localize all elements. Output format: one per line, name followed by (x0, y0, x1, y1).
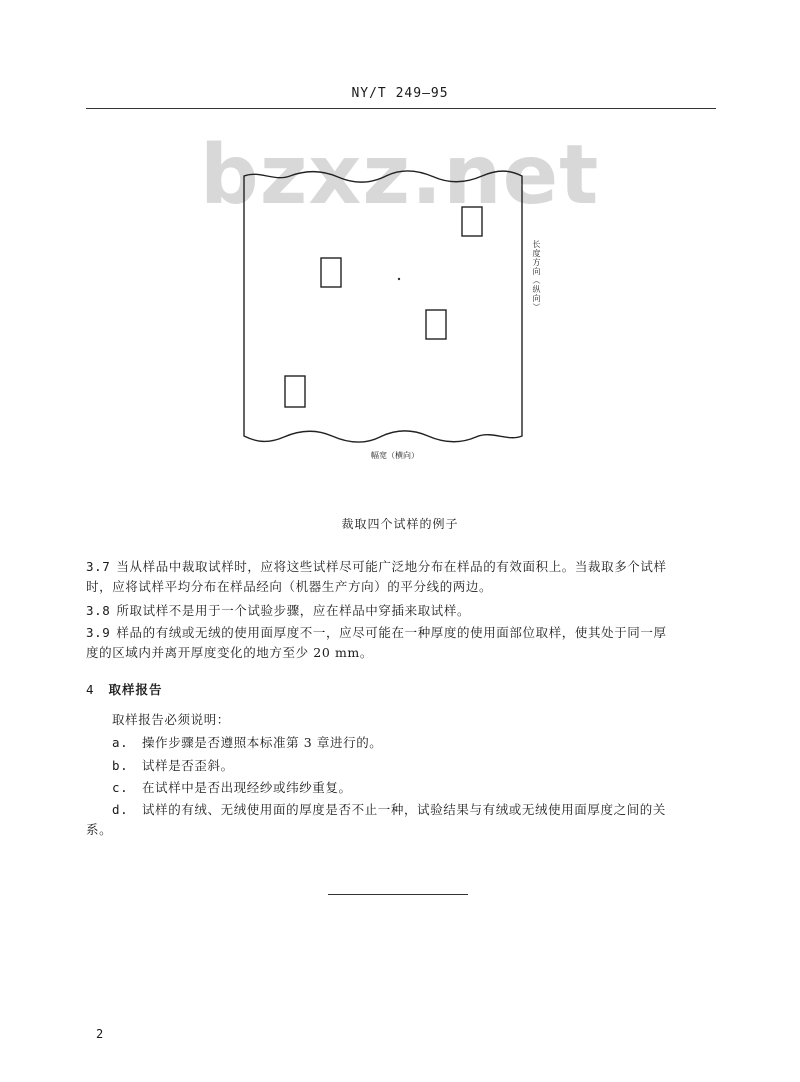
clause-number: 3.7 (86, 559, 111, 574)
end-rule (328, 894, 468, 895)
watermark: bzxz.net (200, 128, 600, 223)
report-item-d-continuation: 系。 (86, 822, 113, 837)
header-rule (86, 108, 716, 109)
clause-text: 样品的有绒或无绒的使用面厚度不一，应尽可能在一种厚度的使用面部位取样，使其处于同一厚 (116, 625, 667, 640)
figure-caption: 裁取四个试样的例子 (341, 517, 459, 531)
item-letter: d. (112, 802, 129, 817)
clause-text: 当从样品中裁取试样时，应将这些试样尽可能广泛地分布在样品的有效面积上。当裁取多个试样 (116, 559, 667, 574)
section-number: 4 (86, 682, 95, 697)
section-title: 取样报告 (108, 682, 163, 697)
clause-3-7-line1 (86, 557, 716, 577)
clause-3-9-line1 (86, 623, 716, 643)
clause-3-9-line2: 度的区域内并离开厚度变化的地方至少 20 mm。 (86, 645, 373, 660)
standard-code-header: NY/T 249—95 (351, 86, 449, 101)
report-item-d (112, 800, 716, 820)
section-4-heading (86, 680, 163, 698)
item-text: 试样是否歪斜。 (142, 758, 234, 773)
specimen-4 (285, 376, 305, 407)
item-letter: a. (112, 735, 129, 750)
report-item-c (112, 778, 716, 798)
report-item-a (112, 733, 716, 753)
clause-3-7-line2: 时，应将试样平均分布在样品经向（机器生产方向）的平分线的两边。 (86, 579, 493, 594)
center-dot (398, 278, 400, 280)
report-item-b (112, 756, 716, 776)
width-direction-label: 幅宽（横向） (371, 451, 419, 460)
item-text: 操作步骤是否遵照本标准第 3 章进行的。 (142, 735, 383, 750)
item-text: 试样的有绒、无绒使用面的厚度是否不止一种，试验结果与有绒或无绒使用面厚度之间的关 (142, 802, 667, 817)
fabric-sample-diagram (230, 140, 560, 470)
item-letter: b. (112, 758, 129, 773)
item-letter: c. (112, 780, 129, 795)
length-direction-label: 长度方向（纵向） (532, 240, 541, 312)
report-intro: 取样报告必须说明： (112, 712, 230, 727)
fabric-outline (244, 171, 522, 442)
clause-number: 3.8 (86, 603, 111, 618)
clause-3-8 (86, 601, 716, 621)
sampling-figure (230, 140, 560, 470)
specimen-2 (321, 258, 341, 287)
clause-3-9 (86, 623, 716, 663)
specimen-1 (462, 207, 482, 236)
item-text: 在试样中是否出现经纱或纬纱重复。 (142, 780, 352, 795)
clause-text: 所取试样不是用于一个试验步骤，应在样品中穿插来取试样。 (116, 603, 471, 618)
clause-number: 3.9 (86, 625, 111, 640)
specimen-3 (426, 310, 446, 339)
page-number: 2 (96, 1027, 104, 1041)
clause-3-7 (86, 557, 716, 597)
